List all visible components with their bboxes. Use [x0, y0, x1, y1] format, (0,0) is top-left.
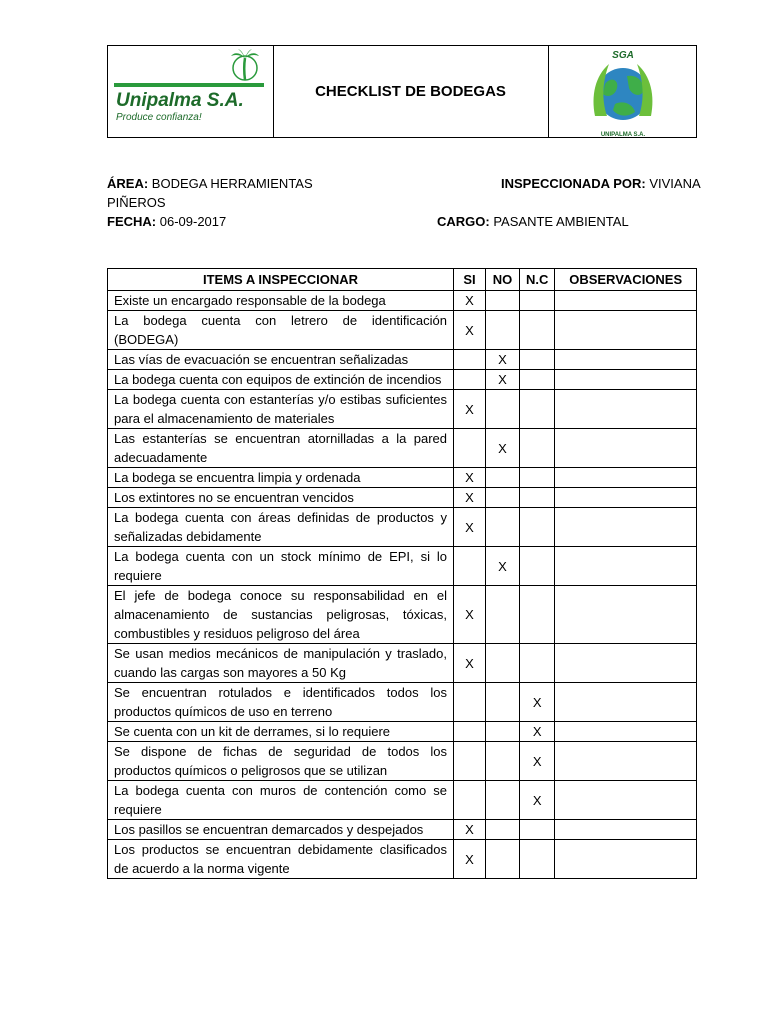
observaciones-cell: [555, 468, 697, 488]
inspector-field: [501, 176, 701, 191]
si-mark: [454, 429, 486, 468]
nc-mark: [520, 488, 555, 508]
unipalma-logo: [108, 46, 274, 137]
table-row: [108, 742, 697, 781]
checklist-item: Las estanterías se encuentran atornilladas a la pared adecuadamente: [108, 429, 454, 468]
logo-rule: [114, 83, 264, 87]
nc-mark: [520, 429, 555, 468]
nc-mark: [520, 468, 555, 488]
observaciones-cell: [555, 291, 697, 311]
no-mark: [486, 586, 520, 644]
no-mark: [486, 468, 520, 488]
no-mark: [486, 781, 520, 820]
palm-logo-icon: [228, 48, 262, 82]
observaciones-cell: [555, 586, 697, 644]
observaciones-cell: [555, 370, 697, 390]
checklist-item: La bodega cuenta con letrero de identificación (BODEGA): [108, 311, 454, 350]
table-row: [108, 291, 697, 311]
checklist-item: Los extintores no se encuentran vencidos: [108, 488, 454, 508]
no-mark: [486, 742, 520, 781]
table-row: [108, 370, 697, 390]
checklist-item: La bodega cuenta con muros de contención como se requiere: [108, 781, 454, 820]
si-mark: X: [454, 291, 486, 311]
checklist-item: La bodega cuenta con equipos de extinción de incendios: [108, 370, 454, 390]
no-mark: X: [486, 370, 520, 390]
si-mark: [454, 350, 486, 370]
observaciones-cell: [555, 390, 697, 429]
checklist-item: Se usan medios mecánicos de manipulación y traslado, cuando las cargas son mayores a 50 Kg: [108, 644, 454, 683]
header-no: NO: [486, 269, 520, 291]
document-header: [107, 45, 697, 138]
observaciones-cell: [555, 683, 697, 722]
no-mark: [486, 508, 520, 547]
table-row: [108, 683, 697, 722]
checklist-item: La bodega cuenta con áreas definidas de productos y señalizadas debidamente: [108, 508, 454, 547]
table-header-row: [108, 269, 697, 291]
si-mark: X: [454, 644, 486, 683]
observaciones-cell: [555, 508, 697, 547]
no-mark: [486, 488, 520, 508]
si-mark: X: [454, 820, 486, 840]
si-mark: [454, 722, 486, 742]
nc-mark: [520, 508, 555, 547]
nc-mark: [520, 840, 555, 879]
document-title: CHECKLIST DE BODEGAS: [315, 83, 506, 100]
no-mark: X: [486, 350, 520, 370]
nc-mark: X: [520, 781, 555, 820]
checklist-item: Los pasillos se encuentran demarcados y despejados: [108, 820, 454, 840]
table-row: [108, 429, 697, 468]
nc-mark: [520, 350, 555, 370]
checklist-item: La bodega cuenta con estanterías y/o estibas suficientes para el almacenamiento de materiales: [108, 390, 454, 429]
table-row: [108, 468, 697, 488]
fecha-field: [107, 214, 226, 229]
observaciones-cell: [555, 311, 697, 350]
no-mark: [486, 820, 520, 840]
no-mark: [486, 291, 520, 311]
table-row: [108, 311, 697, 350]
observaciones-cell: [555, 547, 697, 586]
observaciones-cell: [555, 742, 697, 781]
fecha-value: 06-09-2017: [159, 214, 227, 229]
table-row: [108, 390, 697, 429]
observaciones-cell: [555, 820, 697, 840]
table-row: [108, 722, 697, 742]
no-mark: X: [486, 547, 520, 586]
nc-mark: X: [520, 683, 555, 722]
no-mark: [486, 644, 520, 683]
cargo-value: PASANTE AMBIENTAL: [493, 214, 629, 229]
sga-logo: [548, 46, 697, 137]
no-mark: [486, 683, 520, 722]
checklist-item: Las vías de evacuación se encuentran señalizadas: [108, 350, 454, 370]
nc-mark: [520, 390, 555, 429]
header-observaciones: OBSERVACIONES: [555, 269, 697, 291]
sga-globe-icon: [587, 46, 659, 138]
table-row: [108, 820, 697, 840]
checklist-item: El jefe de bodega conoce su responsabilidad en el almacenamiento de sustancias peligrosas, tóxicas, combustibles y residuos peligroso del área: [108, 586, 454, 644]
table-row: [108, 840, 697, 879]
nc-mark: [520, 820, 555, 840]
observaciones-cell: [555, 488, 697, 508]
no-mark: [486, 311, 520, 350]
table-row: [108, 508, 697, 547]
inspector-value: VIVIANA: [649, 176, 701, 191]
cargo-label: CARGO:: [437, 214, 490, 229]
area-label: ÁREA:: [107, 176, 149, 191]
si-mark: X: [454, 311, 486, 350]
observaciones-cell: [555, 722, 697, 742]
nc-mark: [520, 291, 555, 311]
checklist-item: Existe un encargado responsable de la bodega: [108, 291, 454, 311]
company-name: Unipalma S.A.: [116, 90, 244, 111]
sga-bottom-text: UNIPALMA S.A.: [600, 132, 646, 138]
table-row: [108, 586, 697, 644]
observaciones-cell: [555, 840, 697, 879]
company-slogan: Produce confianza!: [116, 112, 202, 123]
checklist-item: Los productos se encuentran debidamente clasificados de acuerdo a la norma vigente: [108, 840, 454, 879]
observaciones-cell: [555, 350, 697, 370]
area-value: BODEGA HERRAMIENTAS: [151, 176, 313, 191]
fecha-label: FECHA:: [107, 214, 157, 229]
si-mark: X: [454, 586, 486, 644]
si-mark: X: [454, 488, 486, 508]
checklist-item: La bodega se encuentra limpia y ordenada: [108, 468, 454, 488]
nc-mark: [520, 547, 555, 586]
no-mark: X: [486, 429, 520, 468]
si-mark: [454, 683, 486, 722]
si-mark: X: [454, 840, 486, 879]
nc-mark: [520, 311, 555, 350]
area-value-continued: PIÑEROS: [107, 195, 166, 210]
checklist-item: La bodega cuenta con un stock mínimo de EPI, si lo requiere: [108, 547, 454, 586]
si-mark: [454, 547, 486, 586]
checklist-table: [107, 268, 697, 879]
si-mark: [454, 370, 486, 390]
si-mark: X: [454, 390, 486, 429]
no-mark: [486, 722, 520, 742]
si-mark: X: [454, 468, 486, 488]
table-row: [108, 488, 697, 508]
no-mark: [486, 390, 520, 429]
header-nc: N.C: [520, 269, 555, 291]
observaciones-cell: [555, 429, 697, 468]
nc-mark: [520, 644, 555, 683]
table-row: [108, 644, 697, 683]
no-mark: [486, 840, 520, 879]
nc-mark: [520, 370, 555, 390]
checklist-item: Se dispone de fichas de seguridad de todos los productos químicos o peligrosos que se utilizan: [108, 742, 454, 781]
header-items: ITEMS A INSPECCIONAR: [108, 269, 454, 291]
si-mark: [454, 742, 486, 781]
sga-top-text: SGA: [612, 50, 634, 61]
checklist-item: Se cuenta con un kit de derrames, si lo requiere: [108, 722, 454, 742]
observaciones-cell: [555, 781, 697, 820]
si-mark: [454, 781, 486, 820]
table-row: [108, 350, 697, 370]
checklist-item: Se encuentran rotulados e identificados todos los productos químicos de uso en terreno: [108, 683, 454, 722]
nc-mark: X: [520, 722, 555, 742]
nc-mark: [520, 586, 555, 644]
cargo-field: [437, 214, 629, 229]
table-row: [108, 781, 697, 820]
header-si: SI: [454, 269, 486, 291]
table-row: [108, 547, 697, 586]
observaciones-cell: [555, 644, 697, 683]
si-mark: X: [454, 508, 486, 547]
area-field: [107, 176, 313, 191]
inspector-label: INSPECCIONADA POR:: [501, 176, 646, 191]
nc-mark: X: [520, 742, 555, 781]
